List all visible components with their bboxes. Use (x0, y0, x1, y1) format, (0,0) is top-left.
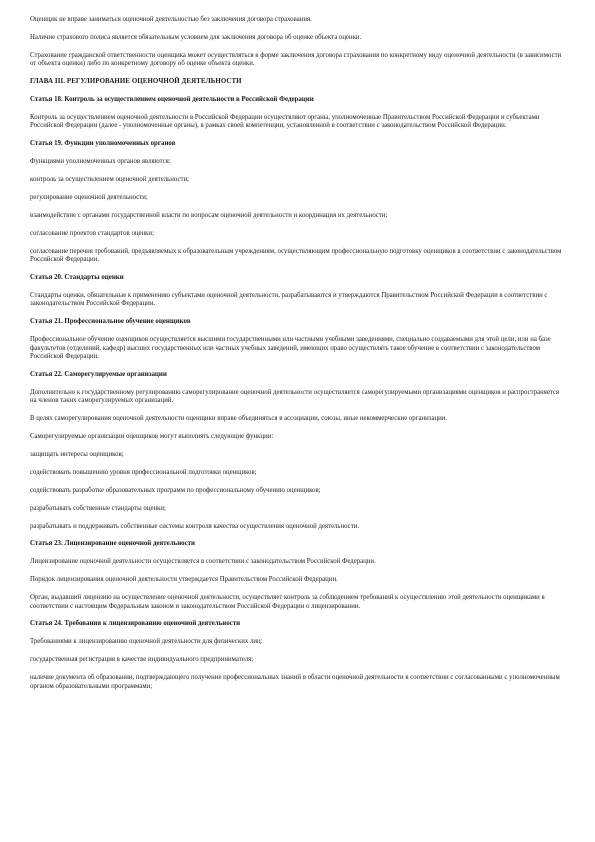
section-heading: Статья 22. Саморегулируемые организации (30, 370, 167, 378)
paragraph: взаимодействие с органами государственной власти по вопросам оценочной деятельности и координация их деятельности; (30, 211, 388, 219)
paragraph: регулирование оценочной деятельности; (30, 193, 148, 201)
paragraph: Дополнительно к государственному регулированию саморегулирование оценочной деятельности осуществляется саморегулируемыми организациями оценщиков и распространяется на членов таких саморегулируемых организаций. (30, 388, 560, 405)
section-heading: Статья 21. Профессиональное обучение оценщиков (30, 318, 191, 326)
section-heading: ГЛАВА III. РЕГУЛИРОВАНИЕ ОЦЕНОЧНОЙ ДЕЯТЕЛЬНОСТИ (30, 78, 242, 86)
paragraph: Орган, выдавший лицензию на осуществление оценочной деятельности, осуществляет контроль за соблюдением требований к осуществлению этой деятельности оценщиками в соответствии с настоящим Федеральным законом и законодательством Российской Федерации о лицензировании. (30, 594, 545, 610)
paragraph: согласование перечня требований, предъявляемых к образовательным учреждениям, осуществляющим профессиональную подготовку оценщиков в соответствии с законодательством Российской Федерации. (30, 247, 562, 264)
section-heading: Статья 18. Контроль за осуществлением оценочной деятельности в Российской Федерации (30, 96, 314, 104)
paragraph: наличие документа об образовании, подтверждающего получение профессиональных знаний в области оценочной деятельности в соответствии с согласованными с уполномоченным органом образовательными программами; (30, 674, 560, 690)
paragraph: Функциями уполномоченных органов являются: (30, 158, 171, 166)
paragraph: Саморегулируемые организации оценщиков могут выполнять следующие функции: (30, 432, 274, 440)
paragraph: Наличие страхового полиса является обязательным условием для заключения договора об оценке объекта оценки. (30, 33, 362, 41)
section-heading: Статья 19. Функции уполномоченных органов (30, 140, 176, 148)
paragraph: государственная регистрация в качестве индивидуального предпринимателя; (30, 656, 254, 664)
paragraph: Стандарты оценки, обязательные к применению субъектами оценочной деятельности, разрабатываются и утверждаются Правительством Российской Федерации в соответствии с законодательством Российской Федерации. (30, 291, 548, 308)
paragraph: разрабатывать и поддерживать собственные системы контроля качества осуществления оценочной деятельности. (30, 522, 360, 530)
paragraph: Страхование гражданской ответственности оценщика может осуществляться в форме заключения договора страхования по конкретному виду оценочной деятельности (в зависимости от объекта оценки) либо по конкретному договору об оценке объекта оценки. (30, 51, 562, 68)
paragraph: Профессиональное обучение оценщиков осуществляется высшими государственными или частными учебными заведениями, специально создаваемыми для этой цели, или на базе факультетов (отделений, кафедр) высших государственных или частных учебных заведений, имеющих право осуществлять такое обучение в соответствии с законодательством Российской Федерации. (30, 336, 551, 360)
paragraph: контроль за осуществлением оценочной деятельности; (30, 176, 189, 184)
paragraph: содействовать разработке образовательных программ по профессиональному обучению оценщиков; (30, 486, 321, 494)
section-heading: Статья 23. Лицензирование оценочной деятельности (30, 540, 196, 548)
paragraph: Лицензирование оценочной деятельности осуществляется в соответствии с законодательством Российской Федерации. (30, 558, 376, 566)
paragraph: В целях саморегулирования оценочной деятельности оценщики вправе объединяться в ассоциации, союзы, иные некоммерческие организации. (30, 415, 448, 423)
paragraph: Оценщик не вправе заниматься оценочной деятельностью без заключения договора страхования. (30, 16, 312, 23)
paragraph: защищать интересы оценщиков; (30, 450, 124, 458)
paragraph: Требованиями к лицензированию оценочной деятельности для физических лиц: (30, 638, 263, 646)
paragraph: Порядок лицензирования оценочной деятельности утверждается Правительством Российской Федерации. (30, 576, 338, 584)
paragraph: Контроль за осуществлением оценочной деятельности в Российской Федерации осуществляют органы, уполномоченные Правительством Российской Федерации и субъектами Российской Федерации (далее - уполномоченные органы), в рамках своей компетенции, установленной в соответствии с законодательством Российской Федерации. (30, 113, 540, 130)
paragraph: содействовать повышению уровня профессиональной подготовки оценщиков; (30, 468, 257, 476)
document-body (30, 16, 565, 691)
section-heading: Статья 24. Требования к лицензированию оценочной деятельности (30, 620, 241, 628)
paragraph: согласование проектов стандартов оценки; (30, 229, 154, 237)
section-heading: Статья 20. Стандарты оценки (30, 274, 124, 281)
paragraph: разрабатывать собственные стандарты оценки; (30, 504, 166, 512)
